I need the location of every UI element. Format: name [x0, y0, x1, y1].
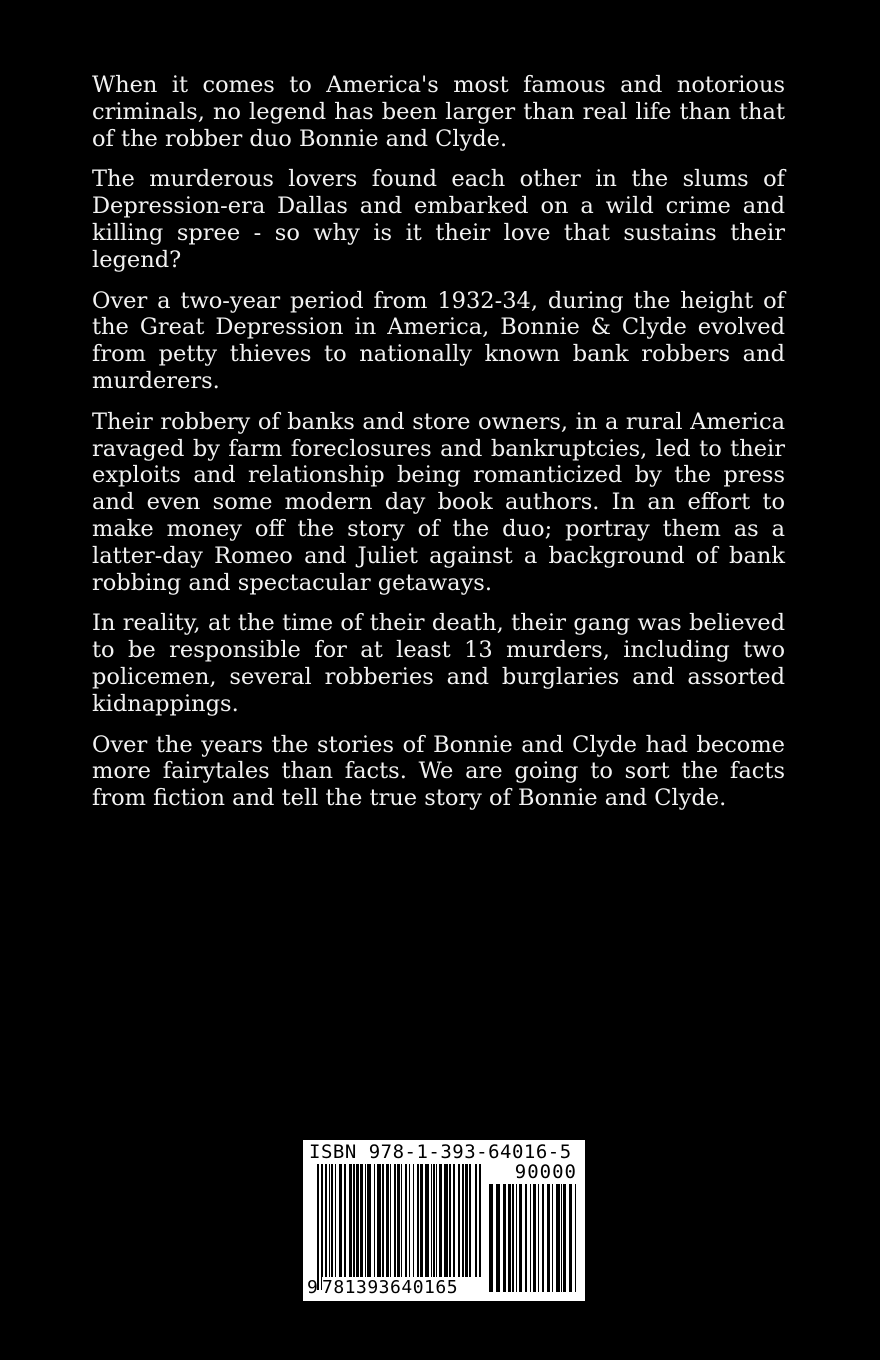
barcode-addon-bar [519, 1184, 522, 1292]
barcode-bar [349, 1164, 352, 1278]
barcode-bar [425, 1164, 429, 1278]
barcode-bar [394, 1164, 396, 1278]
barcode-bar [433, 1164, 435, 1278]
barcode-bar [405, 1164, 407, 1278]
barcode-addon-bar [530, 1184, 531, 1292]
barcode-bar [377, 1164, 381, 1278]
barcode-bar [420, 1164, 423, 1278]
isbn-barcode [303, 1140, 585, 1301]
barcode-bar [356, 1164, 359, 1278]
barcode-bar [449, 1164, 451, 1278]
barcode-addon-bar [538, 1184, 539, 1292]
barcode-bar [382, 1164, 384, 1278]
description-paragraph-1: When it comes to America's most famous and notorious criminals, no legend has been larger than real life than that of the robber duo Bonnie and Clyde. [92, 72, 785, 152]
barcode-addon-bar [503, 1184, 506, 1292]
ean-first-digit: 9 [307, 1277, 318, 1298]
barcode-bar [462, 1164, 464, 1278]
barcode-bar [444, 1164, 448, 1278]
barcode-bar [374, 1164, 375, 1278]
description-paragraph-3: Over a two-year period from 1932-34, during the height of the Great Depression in America, Bonnie & Clyde evolved from petty thieves to nationally known bank robbers and murderers. [92, 287, 785, 394]
barcode-bar [397, 1164, 400, 1278]
barcode-bar [439, 1164, 442, 1278]
barcode-bar [469, 1164, 471, 1278]
barcode-bar [339, 1164, 342, 1278]
barcode-bar [401, 1164, 402, 1278]
description-paragraph-4: Their robbery of banks and store owners, in a rural America ravaged by farm foreclosures and bankruptcies, led to their exploits and relationship being romanticized by the press and even some modern day book authors. In an effort to make money off the story of the duo; portray them as a latter-day Romeo and Juliet against a background of bank robbing and spectacular getaways. [92, 408, 785, 596]
barcode-addon-bar [508, 1184, 511, 1292]
description-paragraph-2: The murderous lovers found each other in the slums of Depression-era Dallas and embarked on a wild crime and killing spree - so why is it their love that sustains their legend? [92, 166, 785, 273]
barcode-bar [413, 1164, 414, 1278]
isbn-label: ISBN 978-1-393-64016-5 [309, 1141, 572, 1163]
barcode-bar [390, 1164, 391, 1278]
barcode-bar [458, 1164, 460, 1278]
barcode-addon-bar [575, 1184, 576, 1292]
back-cover-description [92, 72, 785, 826]
barcode-addon-bar [563, 1184, 566, 1292]
barcode-addon-bar [569, 1184, 572, 1292]
barcode-addon-bar [516, 1184, 517, 1292]
price-code: 90000 [514, 1161, 577, 1183]
barcode-bar [465, 1164, 468, 1278]
barcode-bar [409, 1164, 410, 1278]
barcode-addon-bar [533, 1184, 536, 1292]
barcode-bar [360, 1164, 363, 1278]
description-paragraph-5: In reality, at the time of their death, their gang was believed to be responsible for at least 13 murders, including two policemen, several robberies and burglaries and assorted kidnappings. [92, 610, 785, 717]
barcode-guard-bar [321, 1164, 323, 1290]
barcode-guard-bar [479, 1164, 481, 1290]
barcode-addon-bar [496, 1184, 500, 1292]
barcode-bar [453, 1164, 455, 1278]
barcode-addon-bar [547, 1184, 550, 1292]
barcode-addon-bar [489, 1184, 493, 1292]
barcode-bar [329, 1164, 330, 1278]
barcode-addon-bar [552, 1184, 553, 1292]
barcode-addon-bar [542, 1184, 544, 1292]
ean-digits: 781393640165 [322, 1277, 482, 1299]
barcode-bar [353, 1164, 355, 1278]
barcode-bar [436, 1164, 437, 1278]
barcode-bar [331, 1164, 333, 1278]
barcode-bar [344, 1164, 346, 1278]
barcode-addon-bar [561, 1184, 562, 1292]
barcode-bar [335, 1164, 336, 1278]
barcode-addon-bar [525, 1184, 527, 1292]
description-paragraph-6: Over the years the stories of Bonnie and Clyde had become more fairytales than facts. We are going to sort the facts from fiction and tell the true story of Bonnie and Clyde. [92, 731, 785, 812]
barcode-bar [417, 1164, 419, 1278]
barcode-bar [431, 1164, 432, 1278]
barcode-addon-bar [512, 1184, 514, 1292]
barcode-bar [367, 1164, 371, 1278]
barcode-addon-bar [556, 1184, 560, 1292]
barcode-bar [325, 1164, 327, 1278]
barcode-bar [365, 1164, 366, 1278]
barcode-bar [386, 1164, 389, 1278]
barcode-guard-bar [475, 1164, 477, 1290]
barcode-guard-bar [317, 1164, 319, 1290]
